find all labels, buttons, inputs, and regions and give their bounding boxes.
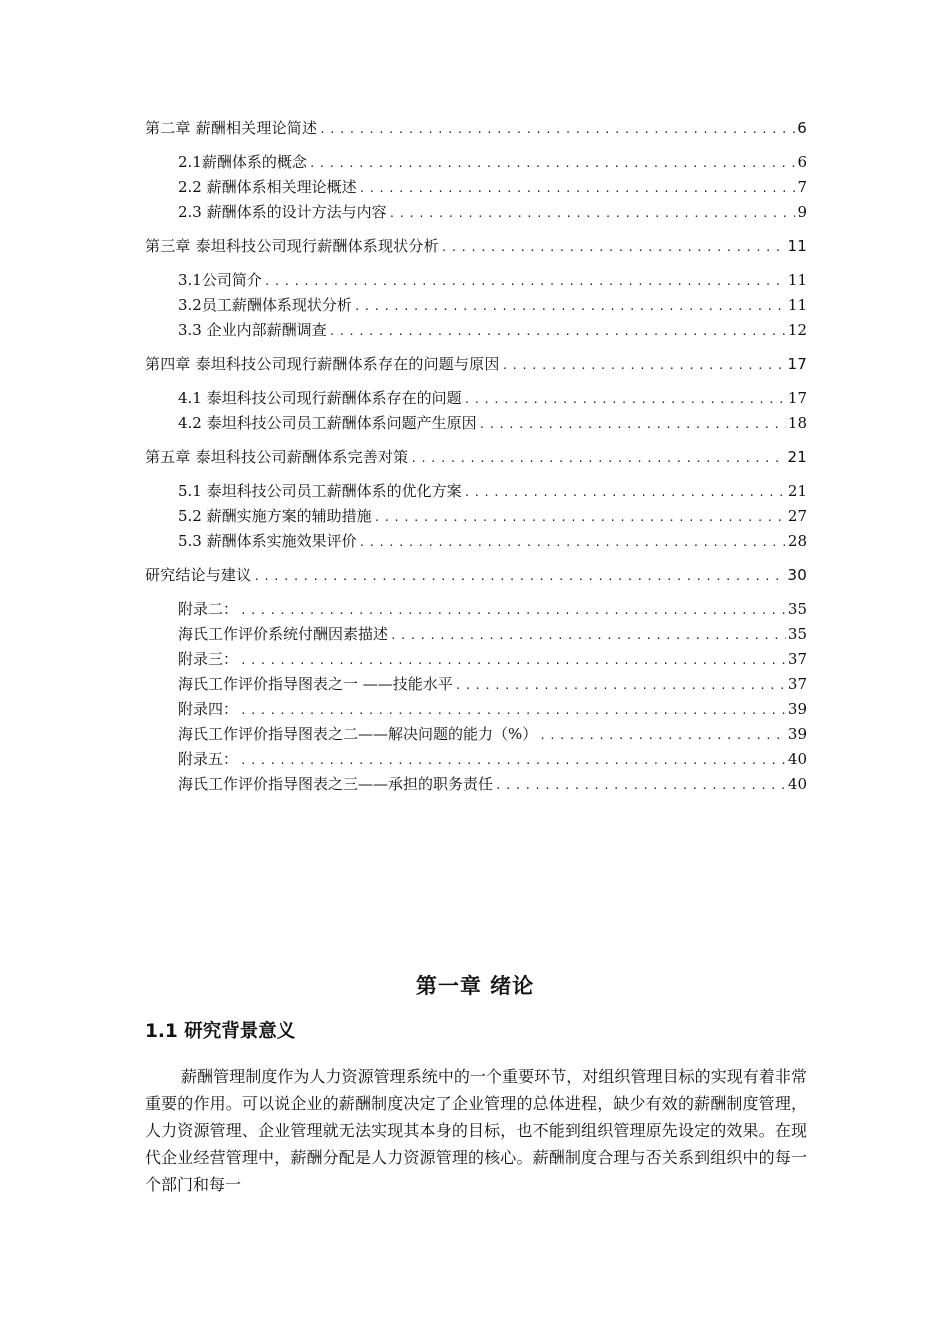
table-of-contents [145, 116, 807, 797]
toc-section-entry[interactable] [145, 529, 807, 554]
toc-page-number: 11 [787, 271, 807, 289]
body-paragraph: 薪酬管理制度作为人力资源管理系统中的一个重要环节，对组织管理目标的实现有着非常重要的作用。可以说企业的薪酬制度决定了企业管理的总体进程，缺少有效的薪酬制度管理，人力资源管理、企业管理就无法实现其本身的目标，也不能到组织管理原先设定的效果。在现代企业经营管理中，薪酬分配是人力资源管理的核心。薪酬制度合理与否关系到组织中的每一个部门和每一 [145, 1067, 807, 1194]
toc-page-number: 37 [787, 650, 807, 668]
toc-entry-label: 4.2 泰坦科技公司员工薪酬体系问题产生原因 [178, 414, 477, 432]
toc-entry-label: 5.2 薪酬实施方案的辅助措施 [178, 507, 372, 525]
toc-leader-dots [464, 480, 786, 505]
toc-entry-label: 海氏工作评价系统付酬因素描述 [178, 625, 389, 643]
toc-entry-label: 附录三： [178, 650, 239, 668]
toc-page-number: 35 [787, 600, 807, 618]
toc-entry-label: 2.2 薪酬体系相关理论概述 [178, 178, 357, 196]
toc-section-entry[interactable] [145, 386, 807, 411]
toc-page-number: 11 [787, 296, 807, 314]
toc-leader-dots [410, 446, 785, 471]
toc-leader-dots [502, 353, 786, 378]
toc-section-entry[interactable] [145, 293, 807, 318]
toc-section-entry[interactable] [145, 672, 807, 697]
toc-section-entry[interactable] [145, 479, 807, 504]
toc-page-number: 17 [787, 389, 807, 407]
toc-leader-dots [539, 723, 786, 748]
toc-leader-dots [455, 673, 786, 698]
toc-leader-dots [354, 294, 786, 319]
toc-section-entry[interactable] [145, 504, 807, 529]
toc-page-number: 11 [787, 237, 807, 255]
toc-leader-dots [495, 773, 786, 798]
toc-page-number: 28 [787, 532, 807, 550]
toc-section-entry[interactable] [145, 411, 807, 436]
toc-section-entry[interactable] [145, 175, 807, 200]
toc-page-number: 30 [787, 566, 807, 584]
toc-page-number: 9 [797, 203, 807, 221]
toc-leader-dots [359, 530, 786, 555]
toc-leader-dots [240, 748, 786, 773]
toc-entry-label: 4.1 泰坦科技公司现行薪酬体系存在的问题 [178, 389, 462, 407]
toc-chapter-entry[interactable] [145, 234, 807, 259]
toc-section-entry[interactable] [145, 772, 807, 797]
toc-page-number: 39 [787, 700, 807, 718]
toc-entry-label: 3.3 企业内部薪酬调查 [178, 321, 327, 339]
toc-section-entry[interactable] [145, 747, 807, 772]
toc-leader-dots [479, 412, 786, 437]
toc-chapter-entry[interactable] [145, 116, 807, 141]
toc-page-number: 7 [797, 178, 807, 196]
toc-chapter-entry[interactable] [145, 563, 807, 588]
toc-leader-dots [309, 151, 796, 176]
toc-leader-dots [389, 201, 796, 226]
toc-section-entry[interactable] [145, 268, 807, 293]
toc-entry-label: 3.2员工薪酬体系现状分析 [178, 296, 352, 314]
toc-entry-label: 第五章 泰坦科技公司薪酬体系完善对策 [145, 448, 409, 466]
section-heading: 1.1 研究背景意义 [145, 1021, 296, 1042]
toc-section-entry[interactable] [145, 200, 807, 225]
toc-chapter-entry[interactable] [145, 445, 807, 470]
toc-entry-label: 海氏工作评价指导图表之三——承担的职务责任 [178, 775, 494, 793]
toc-entry-label: 5.1 泰坦科技公司员工薪酬体系的优化方案 [178, 482, 462, 500]
toc-leader-dots [319, 117, 795, 142]
toc-entry-label: 附录五： [178, 750, 239, 768]
toc-page-number: 40 [787, 775, 807, 793]
toc-leader-dots [359, 176, 796, 201]
toc-chapter-entry[interactable] [145, 352, 807, 377]
toc-entry-label: 海氏工作评价指导图表之一 ——技能水平 [178, 675, 453, 693]
toc-page-number: 12 [787, 321, 807, 339]
toc-section-entry[interactable] [145, 318, 807, 343]
toc-page-number: 6 [797, 153, 807, 171]
toc-leader-dots [240, 648, 786, 673]
toc-page-number: 21 [787, 482, 807, 500]
toc-page-number: 39 [787, 725, 807, 743]
toc-entry-label: 3.1公司简介 [178, 271, 262, 289]
toc-section-entry[interactable] [145, 150, 807, 175]
toc-page-number: 35 [787, 625, 807, 643]
toc-page-number: 6 [797, 119, 807, 137]
toc-page-number: 21 [787, 448, 807, 466]
toc-page-number: 37 [787, 675, 807, 693]
toc-page-number: 18 [787, 414, 807, 432]
toc-leader-dots [329, 319, 786, 344]
toc-leader-dots [253, 564, 785, 589]
toc-leader-dots [390, 623, 786, 648]
toc-entry-label: 海氏工作评价指导图表之二——解决问题的能力（%） [178, 725, 538, 743]
toc-page-number: 40 [787, 750, 807, 768]
toc-leader-dots [464, 387, 786, 412]
toc-leader-dots [240, 598, 786, 623]
toc-section-entry[interactable] [145, 697, 807, 722]
toc-leader-dots [240, 698, 786, 723]
toc-entry-label: 附录四： [178, 700, 239, 718]
toc-section-entry[interactable] [145, 597, 807, 622]
toc-entry-label: 2.3 薪酬体系的设计方法与内容 [178, 203, 387, 221]
toc-entry-label: 第四章 泰坦科技公司现行薪酬体系存在的问题与原因 [145, 355, 500, 373]
toc-leader-dots [374, 505, 786, 530]
toc-entry-label: 第三章 泰坦科技公司现行薪酬体系现状分析 [145, 237, 439, 255]
toc-section-entry[interactable] [145, 622, 807, 647]
toc-entry-label: 研究结论与建议 [145, 566, 252, 584]
toc-entry-label: 第二章 薪酬相关理论简述 [145, 119, 318, 137]
toc-leader-dots [264, 269, 786, 294]
toc-entry-label: 5.3 薪酬体系实施效果评价 [178, 532, 357, 550]
toc-section-entry[interactable] [145, 647, 807, 672]
toc-leader-dots [441, 235, 786, 260]
toc-page-number: 27 [787, 507, 807, 525]
toc-section-entry[interactable] [145, 722, 807, 747]
toc-page-number: 17 [787, 355, 807, 373]
toc-entry-label: 附录二： [178, 600, 239, 618]
toc-entry-label: 2.1薪酬体系的概念 [178, 153, 307, 171]
chapter-heading: 第一章 绪论 [415, 974, 535, 998]
